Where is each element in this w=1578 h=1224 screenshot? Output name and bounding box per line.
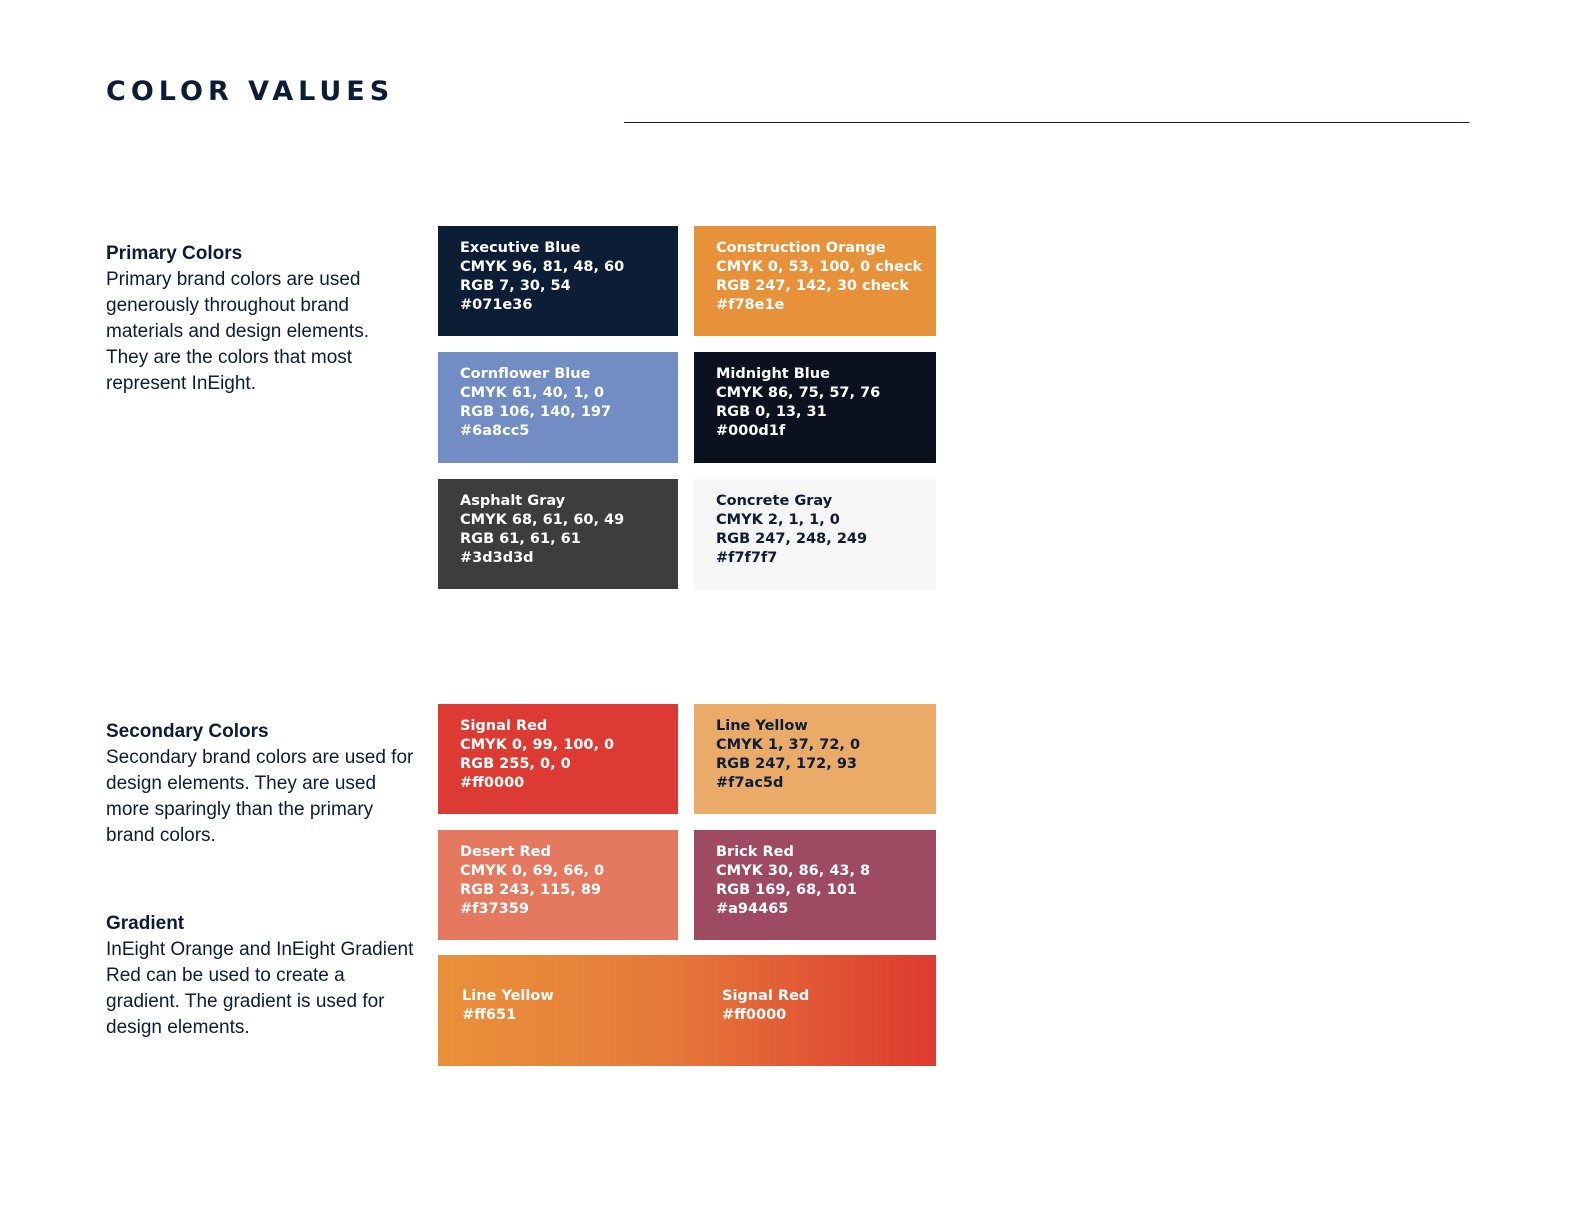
swatch-name: Desert Red [460, 844, 551, 860]
swatch-name: Line Yellow [716, 718, 808, 734]
swatch-cmyk: CMYK 30, 86, 43, 8 [716, 863, 871, 879]
swatch-brick-red [694, 830, 936, 940]
primary-colors-body: Primary brand colors are used generously throughout brand materials and design elements. They are the colors that most represent InEight. [106, 269, 369, 394]
swatch-executive-blue [438, 226, 678, 336]
swatch-cmyk: CMYK 0, 69, 66, 0 [460, 863, 605, 879]
swatch-rgb: RGB 247, 248, 249 [716, 531, 868, 547]
swatch-asphalt-gray [438, 479, 678, 589]
swatch-hex: #a94465 [716, 901, 789, 917]
swatch-cmyk: CMYK 96, 81, 48, 60 [460, 259, 625, 275]
swatch-cornflower-blue [438, 352, 678, 463]
swatch-hex: #f78e1e [716, 297, 785, 313]
swatch-rgb: RGB 243, 115, 89 [460, 882, 601, 898]
title-divider [624, 122, 1469, 123]
swatch-name: Midnight Blue [716, 366, 830, 382]
secondary-colors-body: Secondary brand colors are used for design elements. They are used more sparingly than the primary brand colors. [106, 747, 414, 846]
swatch-name: Cornflower Blue [460, 366, 591, 382]
swatch-hex: #6a8cc5 [460, 423, 530, 439]
swatch-cmyk: CMYK 61, 40, 1, 0 [460, 385, 605, 401]
secondary-colors-description [106, 719, 416, 849]
gradient-description [106, 911, 416, 1041]
swatch-hex: #f7ac5d [716, 775, 784, 791]
swatch-rgb: RGB 0, 13, 31 [716, 404, 827, 420]
swatch-name: Concrete Gray [716, 493, 833, 509]
gradient-end-label [722, 987, 809, 1025]
swatch-rgb: RGB 61, 61, 61 [460, 531, 581, 547]
gradient-start-name: Line Yellow [462, 988, 554, 1004]
swatch-cmyk: CMYK 86, 75, 57, 76 [716, 385, 881, 401]
swatch-hex: #071e36 [460, 297, 533, 313]
swatch-cmyk: CMYK 0, 53, 100, 0 check [716, 259, 923, 275]
swatch-cmyk: CMYK 2, 1, 1, 0 [716, 512, 840, 528]
secondary-colors-heading: Secondary Colors [106, 721, 269, 742]
gradient-body: InEight Orange and InEight Gradient Red can be used to create a gradient. The gradient is used for design elements. [106, 939, 414, 1038]
swatch-signal-red [438, 704, 678, 814]
swatch-hex: #ff0000 [460, 775, 525, 791]
swatch-construction-orange [694, 226, 936, 336]
gradient-start-label [462, 987, 554, 1025]
gradient-end-name: Signal Red [722, 988, 810, 1004]
swatch-cmyk: CMYK 1, 37, 72, 0 [716, 737, 861, 753]
swatch-name: Executive Blue [460, 240, 581, 256]
swatch-hex: #000d1f [716, 423, 786, 439]
swatch-cmyk: CMYK 68, 61, 60, 49 [460, 512, 625, 528]
swatch-name: Signal Red [460, 718, 548, 734]
swatch-name: Asphalt Gray [460, 493, 566, 509]
gradient-end-hex: #ff0000 [722, 1007, 787, 1023]
swatch-rgb: RGB 255, 0, 0 [460, 756, 571, 772]
primary-colors-description [106, 241, 416, 397]
swatch-name: Construction Orange [716, 240, 886, 256]
swatch-rgb: RGB 7, 30, 54 [460, 278, 571, 294]
swatch-midnight-blue [694, 352, 936, 463]
swatch-rgb: RGB 247, 142, 30 check [716, 278, 910, 294]
swatch-cmyk: CMYK 0, 99, 100, 0 [460, 737, 615, 753]
swatch-hex: #f7f7f7 [716, 550, 778, 566]
swatch-hex: #f37359 [460, 901, 529, 917]
swatch-rgb: RGB 247, 172, 93 [716, 756, 857, 772]
page-title: COLOR VALUES [106, 76, 395, 107]
primary-colors-heading: Primary Colors [106, 243, 243, 264]
gradient-start-hex: #ff651 [462, 1007, 517, 1023]
swatch-line-yellow [694, 704, 936, 814]
swatch-concrete-gray [694, 479, 936, 589]
swatch-hex: #3d3d3d [460, 550, 534, 566]
swatch-rgb: RGB 169, 68, 101 [716, 882, 857, 898]
swatch-name: Brick Red [716, 844, 794, 860]
swatch-desert-red [438, 830, 678, 940]
gradient-swatch [438, 955, 936, 1066]
swatch-rgb: RGB 106, 140, 197 [460, 404, 612, 420]
gradient-heading: Gradient [106, 913, 185, 934]
